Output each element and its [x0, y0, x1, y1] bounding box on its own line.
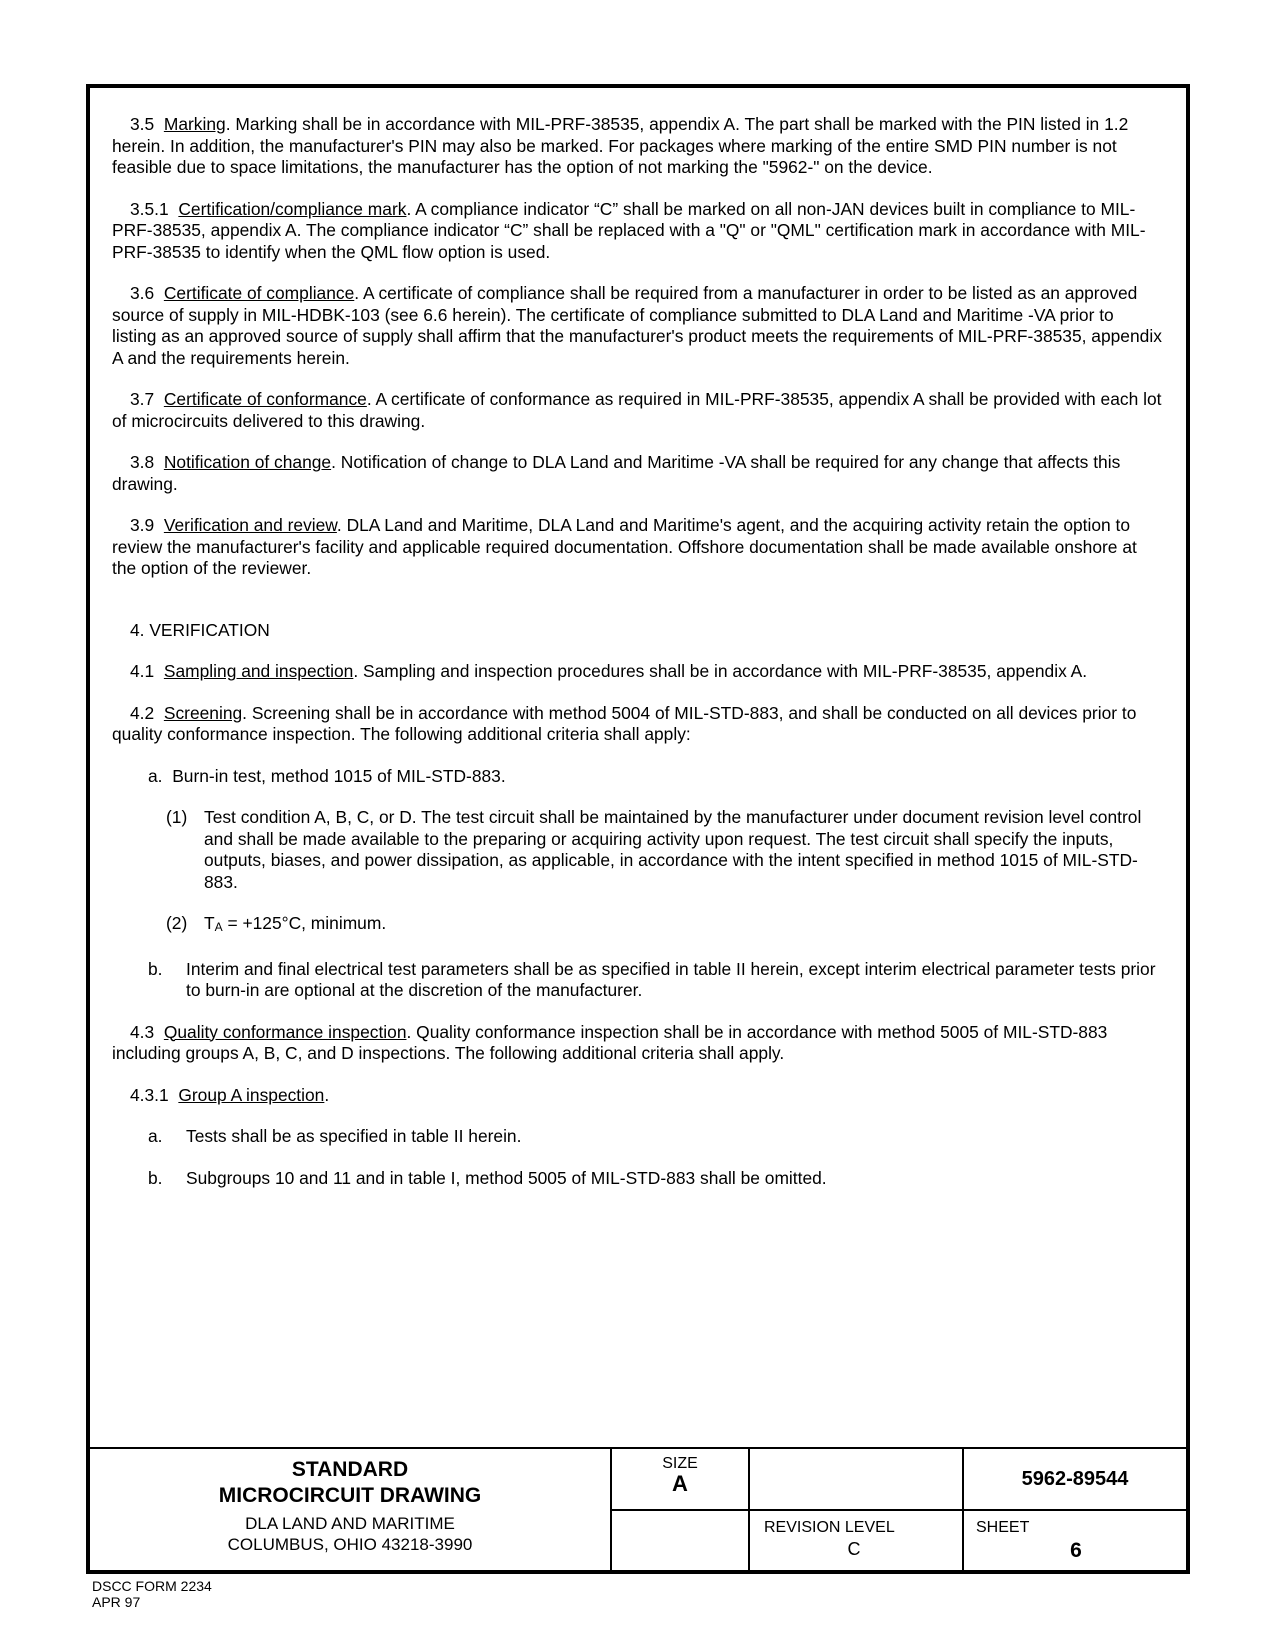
list-item-4-3-1-b: b. Subgroups 10 and 11 and in table I, method 5005 of MIL-STD-883 shall be omitted.	[148, 1167, 827, 1188]
revision-cell	[764, 1519, 944, 1560]
revision-label: REVISION LEVEL	[764, 1519, 895, 1536]
heading-group-a-inspection: Group A inspection	[178, 1084, 325, 1105]
size-value: A	[672, 1471, 688, 1496]
section-4-title: 4. VERIFICATION	[130, 619, 270, 640]
list-item-4-2-a-2: (2) $T_A = +125^\circ C$, minimum.	[166, 913, 387, 934]
paragraph-4-1: 4.1 Sampling and inspection. Sampling and inspection procedures shall be in accordance with MIL-PRF-38535, appendix A.	[130, 661, 1088, 681]
document-body	[112, 114, 1162, 1209]
paragraph-3-7: 3.7 Certificate of conformance. A certificate of conformance as required in MIL-PRF-38535, appendix A shall be provided with each lot of microcircuits delivered to this drawing.	[112, 389, 1162, 431]
agency-address: DLA LAND AND MARITIME COLUMBUS, OHIO 43218-3990	[227, 1514, 473, 1554]
sheet-number: 6	[1070, 1539, 1082, 1562]
page-frame	[86, 84, 1190, 1574]
form-number: DSCC FORM 2234	[92, 1578, 212, 1594]
title-block	[90, 1447, 1186, 1570]
paragraph-4-2: 4.2 Screening. Screening shall be in accordance with method 5004 of MIL-STD-883, and shall be conducted on all devices prior to quality conformance inspection. The following additional criteria shall apply:	[112, 702, 1137, 744]
list-item-4-3-1-a: a. Tests shall be as specified in table II herein.	[148, 1126, 522, 1146]
paragraph-3-5-1: 3.5.1 Certification/compliance mark. A compliance indicator “C” shall be marked on all non-JAN devices built in compliance to MIL-PRF-38535, appendix A. The compliance indicator “C” shall be replaced with a "Q" or "QML" certification mark in accordance with MIL-PRF-38535 to identify when the QML flow option is used.	[112, 198, 1146, 262]
drawing-title: STANDARD MICROCIRCUIT DRAWING	[218, 1458, 482, 1507]
size-cell	[612, 1455, 748, 1495]
divider	[610, 1509, 1186, 1511]
paragraph-3-6: 3.6 Certificate of compliance. A certificate of compliance shall be required from a manufacturer in order to be listed as an approved source of supply in MIL-HDBK-103 (see 6.6 herein). The certificate of compliance submitted to DLA Land and Maritime -VA prior to listing as an approved source of supply shall affirm that the manufacturer's product meets the requirements of MIL-PRF-38535, appendix A and the requirements herein.	[112, 283, 1162, 368]
paragraph-4-3-1: 4.3.1 Group A inspection.	[130, 1084, 330, 1105]
heading-certification-mark: Certification/compliance mark	[178, 198, 407, 219]
heading-certificate-of-conformance: Certificate of conformance	[163, 389, 367, 409]
form-date: APR 97	[92, 1594, 141, 1610]
paragraph-3-5: 3.5 Marking. Marking shall be in accordance with MIL-PRF-38535, appendix A. The part shall be marked with the PIN listed in 1.2 herein. In addition, the manufacturer's PIN may also be marked. For packages where marking of the entire SMD PIN number is not feasible due to space limitations, the manufacturer has the option of not marking the "5962-" on the device.	[112, 114, 1129, 177]
paragraph-3-8: 3.8 Notification of change. Notification of change to DLA Land and Maritime -VA shall be required for any change that affects this drawing.	[112, 452, 1121, 494]
size-label: SIZE	[662, 1455, 698, 1472]
heading-quality-conformance-inspection: Quality conformance inspection	[163, 1021, 407, 1042]
heading-notification-of-change: Notification of change	[163, 452, 332, 472]
heading-screening: Screening	[163, 702, 243, 723]
heading-sampling-and-inspection: Sampling and inspection	[163, 661, 354, 681]
list-item-4-2-a: a. Burn-in test, method 1015 of MIL-STD-883.	[148, 765, 506, 786]
sheet-cell	[976, 1519, 1176, 1563]
heading-verification-and-review: Verification and review	[163, 515, 337, 535]
list-item-4-2-a-1: (1) Test condition A, B, C, or D. The test circuit shall be maintained by the manufacturer under document revision level control and shall be made available to the preparing or acquiring activity upon request. The test circuit shall specify the inputs, outputs, biases, and power dissipation, as applicable, in accordance with the intent specified in method 1015 of MIL-STD-883.	[166, 807, 1142, 892]
paragraph-4-3: 4.3 Quality conformance inspection. Quality conformance inspection shall be in accordance with method 5005 of MIL-STD-883 including groups A, B, C, and D inspections. The following additional criteria shall apply.	[112, 1021, 1108, 1063]
paragraph-3-9: 3.9 Verification and review. DLA Land and Maritime, DLA Land and Maritime's agent, and the acquiring activity retain the option to review the manufacturer's facility and applicable required documentation. Offshore documentation shall be made available onshore at the option of the reviewer.	[112, 515, 1137, 578]
heading-marking: Marking	[163, 114, 226, 134]
sheet-label: SHEET	[976, 1519, 1030, 1536]
form-footer	[92, 1578, 212, 1610]
list-item-4-2-b: b. Interim and final electrical test parameters shall be as specified in table II herein, except interim electrical parameter tests prior to burn-in are optional at the discretion of the manufacturer.	[148, 958, 1156, 1000]
document-number: 5962-89544	[1021, 1467, 1129, 1490]
heading-certificate-of-compliance: Certificate of compliance	[163, 283, 355, 303]
revision-value: C	[847, 1539, 861, 1559]
